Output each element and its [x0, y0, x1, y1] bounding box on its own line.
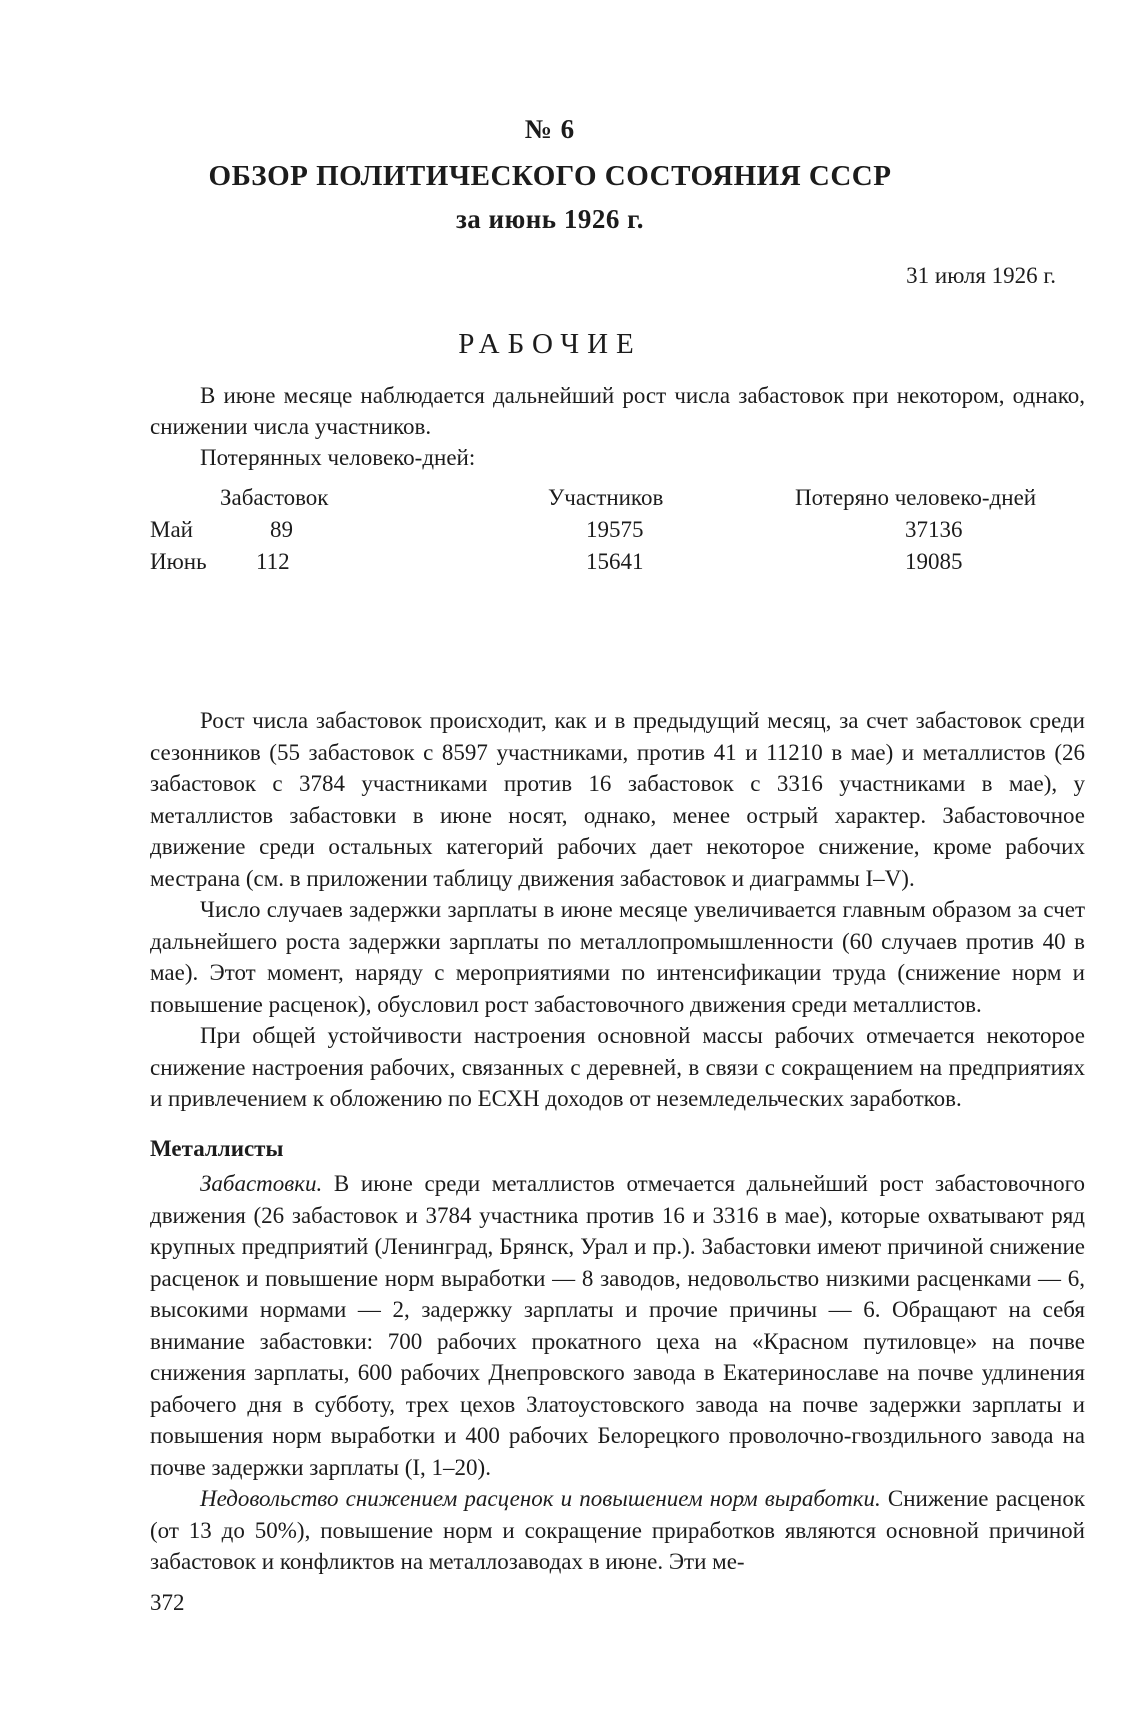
row-month: Июнь [150, 549, 207, 574]
lost-days-label: Потерянных человеко-дней: [200, 445, 476, 470]
document-title: ОБЗОР ПОЛИТИЧЕСКОГО СОСТОЯНИЯ СССР [208, 160, 892, 192]
row-strikes: 89 [270, 517, 293, 542]
table-row [150, 549, 1085, 581]
row-strikes: 112 [256, 549, 290, 574]
paragraph [150, 1168, 1085, 1483]
row-lost-days: 37136 [905, 517, 963, 542]
paragraph-lead: Забастовки. [200, 1171, 323, 1196]
document-number: № 6 [524, 114, 576, 144]
page-number: 372 [150, 1590, 185, 1615]
paragraph: При общей устойчивости настроения основной массы рабочих отмечается некоторое снижение настроения рабочих, связанных с деревней, в связи с сокращением на предприятиях и привлечением к обложению по ЕСХН доходов от неземледельческих заработков. [150, 1023, 1085, 1111]
section-heading: РАБОЧИЕ [458, 328, 642, 360]
subsection-heading: Металлисты [150, 1135, 284, 1161]
row-participants: 15641 [586, 549, 644, 574]
paragraph-text: В июне среди металлистов отмечается дальнейший рост забастовочного движения (26 забастовок и 3784 участника против 16 и 3316 в мае), которые охватывают ряд крупных предприятий (Ленинград, Брянск, Урал и пр.). Забастовки имеют причиной снижение расценок и повышение норм выработки — 8 заводов, недовольство низкими расценками — 6, высокими нормами — 2, задержку зарплаты и прочие причины — 6. Обращают на себя внимание забастовки: 700 рабочих прокатного цеха на «Красном путиловце» на почве снижения зарплаты, 600 рабочих Днепровского завода в Екатеринославе на почве удлинения рабочего дня в субботу, трех цехов Златоустовского завода на почве задержки зарплаты и повышения норм выработки и 400 рабочих Белорецкого проволочно-гвоздильного завода на почве задержки зарплаты (I, 1–20). [150, 1171, 1085, 1480]
document-page [150, 100, 1086, 1700]
paragraph [150, 1483, 1085, 1578]
row-participants: 19575 [586, 517, 644, 542]
column-header-strikes: Забастовок [220, 485, 329, 510]
paragraph: Рост числа забастовок происходит, как и в предыдущий месяц, за счет забастовок среди сезонников (55 забастовок с 8597 участниками, против 41 и 11210 в мае) и металлистов (26 забастовок с 3784 участниками против 16 забастовок с 3316 участниками в мае), у металлистов забастовки в июне носят, однако, менее острый характер. Забастовочное движение среди остальных категорий рабочих дает некоторое снижение, кроме рабочих местрана (см. в приложении таблицу движения забастовок и диаграммы I–V). [150, 708, 1085, 891]
column-header-participants: Участников [548, 485, 664, 510]
table-header-row [150, 485, 1085, 517]
intro-block [150, 380, 1085, 473]
document-subtitle: за июнь 1926 г. [455, 204, 645, 234]
column-header-lost-days: Потеряно человеко-дней [795, 485, 1037, 510]
row-month: Май [150, 517, 193, 542]
row-lost-days: 19085 [905, 549, 963, 574]
body-text [150, 705, 1085, 1578]
paragraph-lead: Недовольство снижением расценок и повышением норм выработки. [200, 1486, 881, 1511]
document-date: 31 июля 1926 г. [906, 263, 1056, 288]
paragraph: Число случаев задержки зарплаты в июне месяце увеличивается главным образом за счет дальнейшего роста задержки зарплаты по металлопромышленности (60 случаев против 40 в мае). Этот момент, наряду с мероприятиями по интенсификации труда (снижение норм и повышение расценок), обусловил рост забастовочного движения среди металлистов. [150, 897, 1085, 1017]
paragraph-text: Снижение расценок (от 13 до 50%), повышение норм и сокращение приработков являются основной причиной забастовок и конфликтов на металлозаводах в июне. Эти ме- [150, 1486, 1086, 1574]
strike-statistics-table [150, 485, 1085, 581]
intro-paragraph: В июне месяце наблюдается дальнейший рост числа забастовок при некотором, однако, снижении числа участников. [150, 383, 1085, 439]
table-row [150, 517, 1085, 549]
